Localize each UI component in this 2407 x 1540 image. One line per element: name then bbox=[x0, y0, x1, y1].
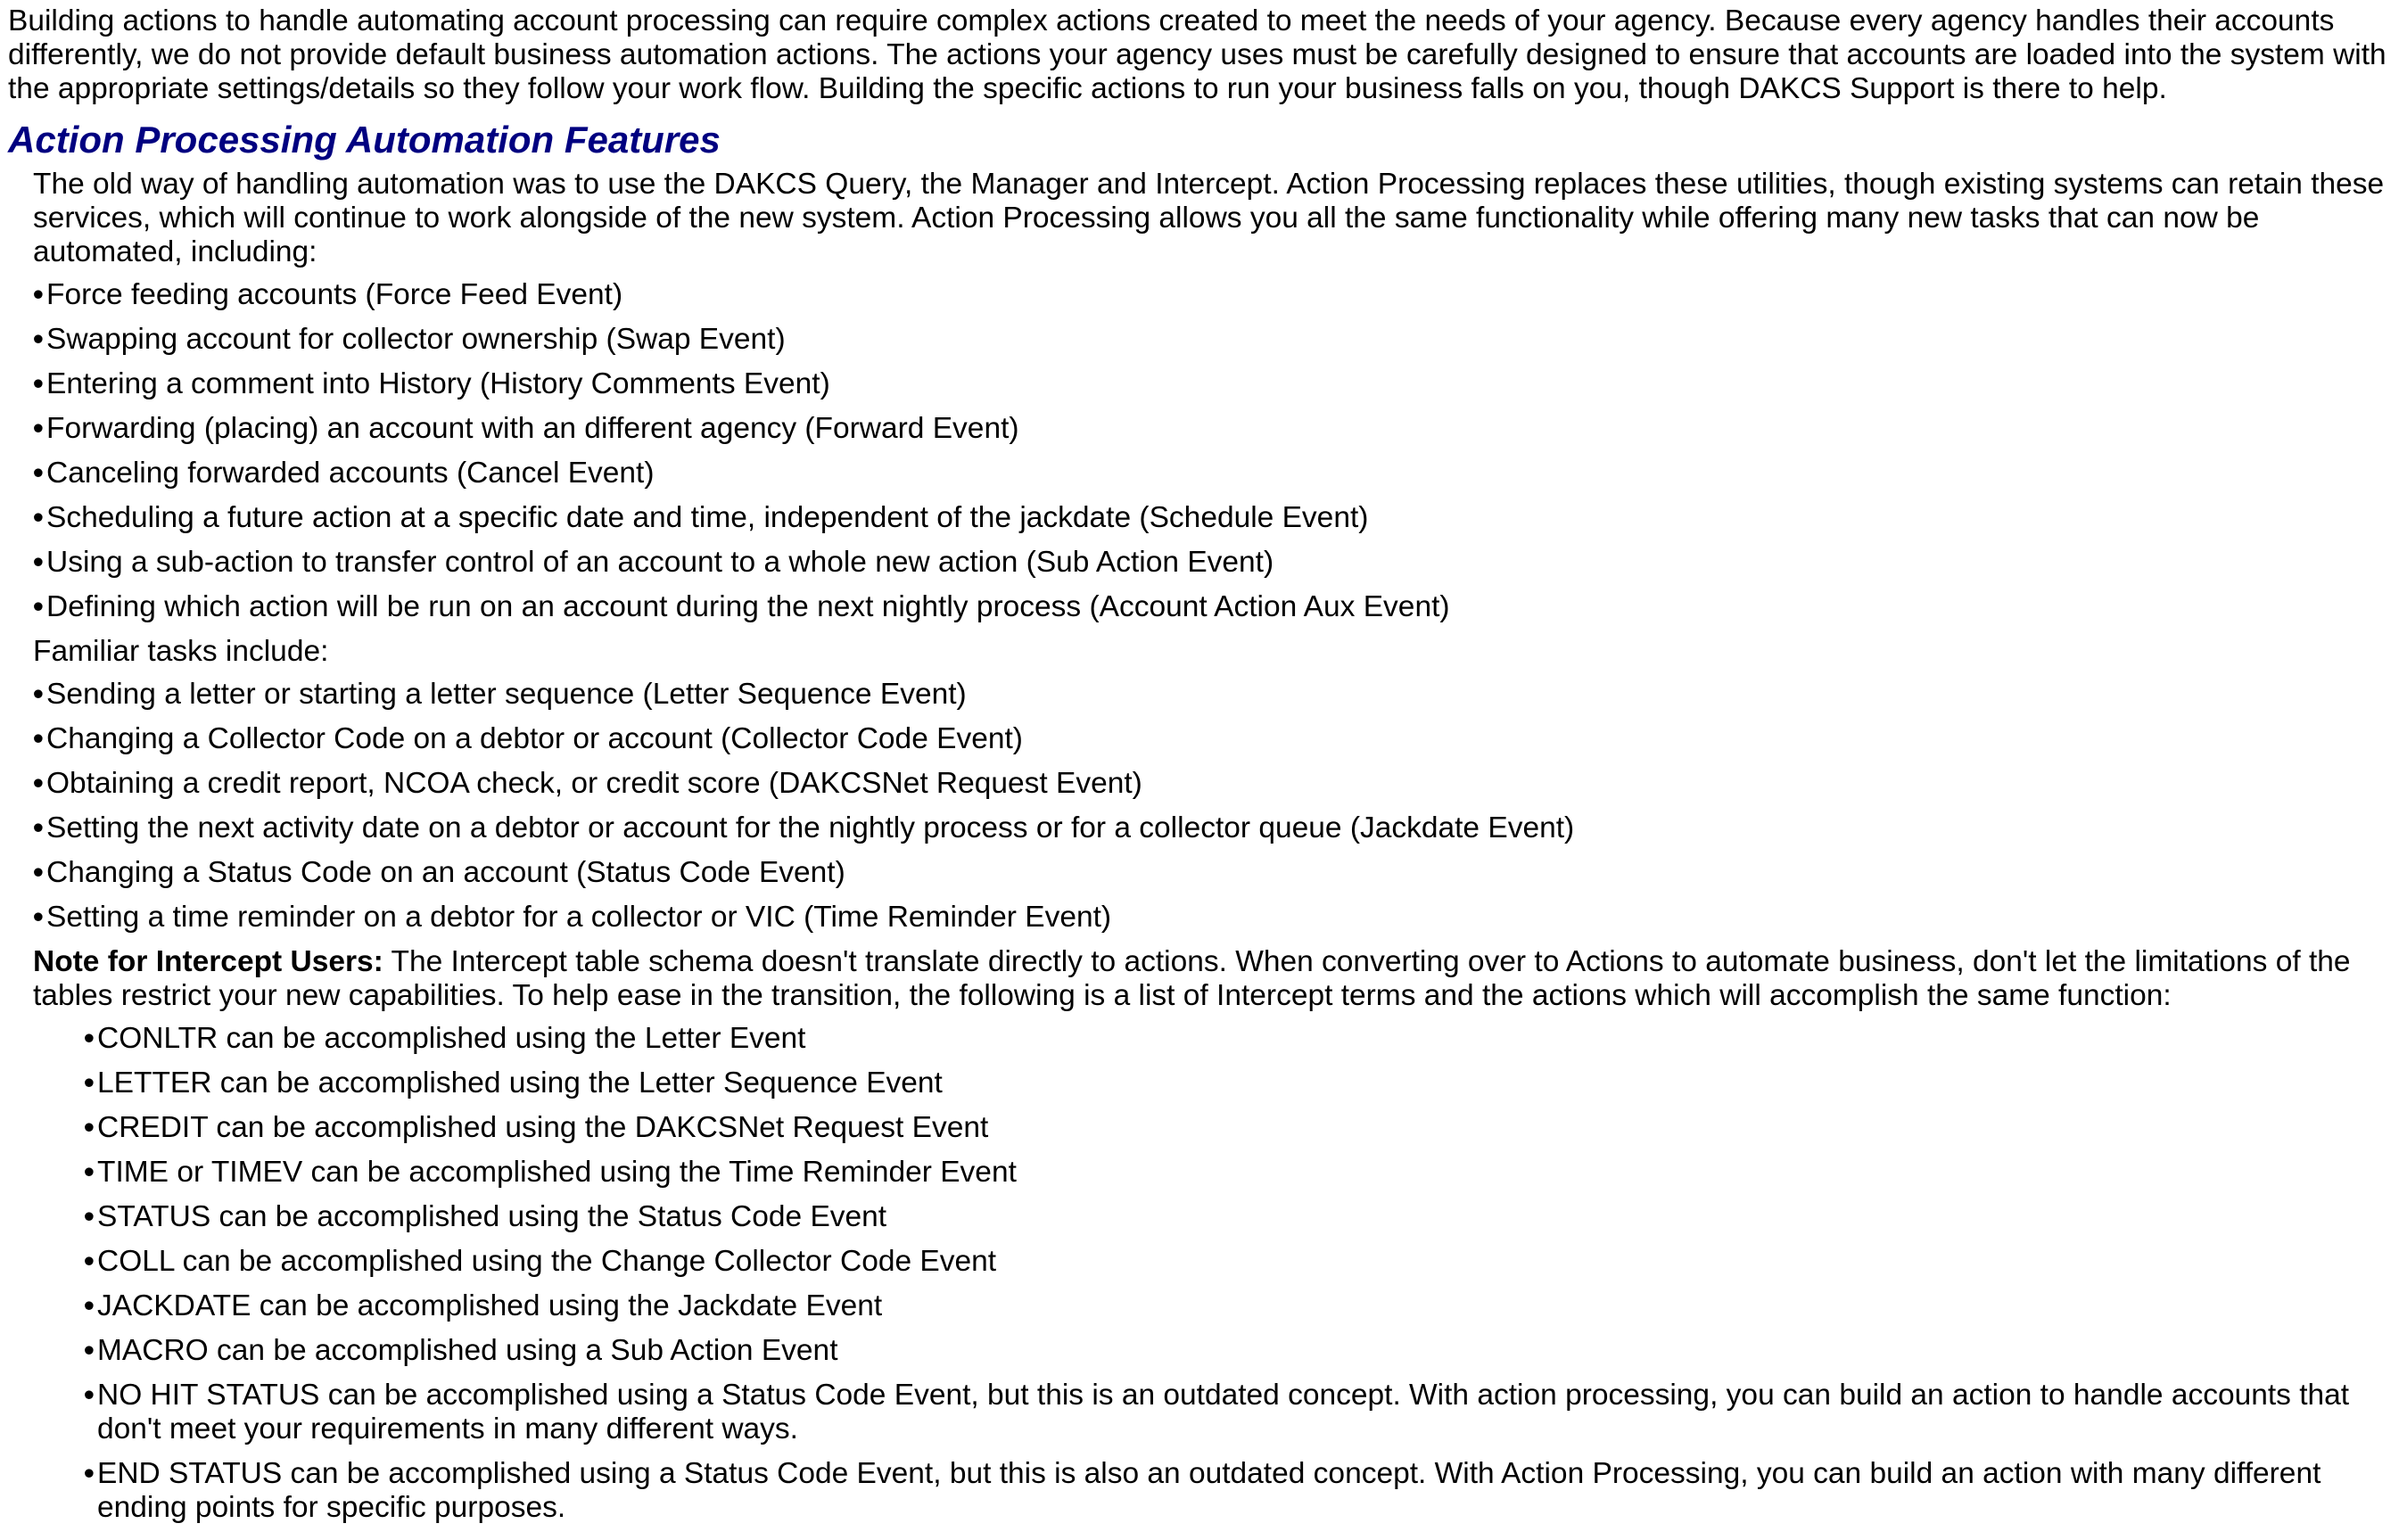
intercept-note bbox=[33, 945, 2395, 1013]
list-item: • Changing a Collector Code on a debtor or account (Collector Code Event) bbox=[33, 722, 1023, 755]
bullet-icon: • bbox=[33, 678, 44, 711]
list-item: • Canceling forwarded accounts (Cancel Event) bbox=[33, 457, 655, 490]
bullet-icon: • bbox=[33, 901, 44, 934]
bullet-icon: • bbox=[33, 546, 44, 579]
bullet-icon: • bbox=[33, 367, 44, 400]
bullet-icon: • bbox=[33, 811, 44, 844]
bullet-icon: • bbox=[84, 1156, 95, 1189]
bullet-icon: • bbox=[84, 1289, 95, 1322]
list-item: • Sending a letter or starting a letter sequence (Letter Sequence Event) bbox=[33, 678, 967, 711]
note-label: Note for Intercept Users: bbox=[33, 945, 383, 978]
bullet-icon: • bbox=[33, 590, 44, 623]
list-item: • Obtaining a credit report, NCOA check, or credit score (DAKCSNet Request Event) bbox=[33, 767, 1142, 800]
bullet-icon: • bbox=[33, 722, 44, 755]
bullet-icon: • bbox=[84, 1111, 95, 1144]
list-item: • Using a sub-action to transfer control of an account to a whole new action (Sub Action Event) bbox=[33, 546, 1274, 579]
bullet-icon: • bbox=[84, 1200, 95, 1233]
list-item: • Swapping account for collector ownership (Swap Event) bbox=[33, 323, 786, 356]
section-heading: Action Processing Automation Features bbox=[8, 119, 721, 161]
list-item: • Scheduling a future action at a specific date and time, independent of the jackdate (Schedule Event) bbox=[33, 501, 1369, 534]
bullet-icon: • bbox=[33, 856, 44, 889]
new-tasks-list bbox=[33, 278, 2395, 624]
list-item: • Entering a comment into History (History Comments Event) bbox=[33, 367, 830, 400]
bullet-icon: • bbox=[33, 767, 44, 800]
list-item: • CREDIT can be accomplished using the DAKCSNet Request Event bbox=[84, 1111, 989, 1144]
bullet-icon: • bbox=[84, 1379, 95, 1412]
list-item: • MACRO can be accomplished using a Sub Action Event bbox=[84, 1334, 838, 1367]
list-item: • LETTER can be accomplished using the Letter Sequence Event bbox=[84, 1066, 943, 1099]
list-item: • Forwarding (placing) an account with an different agency (Forward Event) bbox=[33, 412, 1019, 445]
bullet-icon: • bbox=[33, 457, 44, 490]
list-item: • Force feeding accounts (Force Feed Event) bbox=[33, 278, 623, 311]
bullet-icon: • bbox=[84, 1245, 95, 1278]
list-item: • CONLTR can be accomplished using the Letter Event bbox=[84, 1022, 806, 1055]
list-item: • NO HIT STATUS can be accomplished using a Status Code Event, but this is an outdated concept. With action processing, you can build an action to handle accounts that don't meet your requirements in many different ways. bbox=[84, 1379, 2350, 1445]
note-text: The Intercept table schema doesn't translate directly to actions. When converting over to Actions to automate business, don't let the limitations of the tables restrict your new capabilities. To help ease in the transition, the following is a list of Intercept terms and the actions which will accomplish the same function: bbox=[33, 945, 2351, 1012]
list-item: • Defining which action will be run on an account during the next nightly process (Account Action Aux Event) bbox=[33, 590, 1450, 623]
list-item: • STATUS can be accomplished using the Status Code Event bbox=[84, 1200, 887, 1233]
list-item: • JACKDATE can be accomplished using the Jackdate Event bbox=[84, 1289, 883, 1322]
bullet-icon: • bbox=[84, 1066, 95, 1099]
intercept-terms-list bbox=[84, 1022, 2395, 1525]
list-item: • Changing a Status Code on an account (Status Code Event) bbox=[33, 856, 845, 889]
list-item: • Setting a time reminder on a debtor for a collector or VIC (Time Reminder Event) bbox=[33, 901, 1112, 934]
list-item: • COLL can be accomplished using the Change Collector Code Event bbox=[84, 1245, 997, 1278]
overview-paragraph: The old way of handling automation was to use the DAKCS Query, the Manager and Intercept. Action Processing replaces these utilities, though existing systems can retain these services, which will continue to work alongside of the new system. Action Processing allows you all the same functionality while offering many new tasks that can now be automated, including: bbox=[33, 168, 2385, 268]
familiar-tasks-label: Familiar tasks include: bbox=[33, 635, 329, 668]
bullet-icon: • bbox=[84, 1022, 95, 1055]
list-item: • TIME or TIMEV can be accomplished using the Time Reminder Event bbox=[84, 1156, 1017, 1189]
bullet-icon: • bbox=[33, 278, 44, 311]
bullet-icon: • bbox=[33, 412, 44, 445]
intro-paragraph: Building actions to handle automating account processing can require complex actions created to meet the needs of your agency. Because every agency handles their accounts differently, we do not provide default business automation actions. The actions your agency uses must be carefully designed to ensure that accounts are loaded into the system with the appropriate settings/details so they follow your work flow. Building the specific actions to run your business falls on you, though DAKCS Support is there to help. bbox=[8, 4, 2386, 105]
bullet-icon: • bbox=[84, 1457, 95, 1490]
bullet-icon: • bbox=[84, 1334, 95, 1367]
list-item: • Setting the next activity date on a debtor or account for the nightly process or for a collector queue (Jackdate Event) bbox=[33, 811, 1575, 844]
list-item: • END STATUS can be accomplished using a Status Code Event, but this is also an outdated concept. With Action Processing, you can build an action with many different ending points for specific purposes. bbox=[84, 1457, 2321, 1524]
bullet-icon: • bbox=[33, 501, 44, 534]
familiar-tasks-list bbox=[33, 678, 2395, 935]
section-body bbox=[33, 168, 2395, 1525]
bullet-icon: • bbox=[33, 323, 44, 356]
